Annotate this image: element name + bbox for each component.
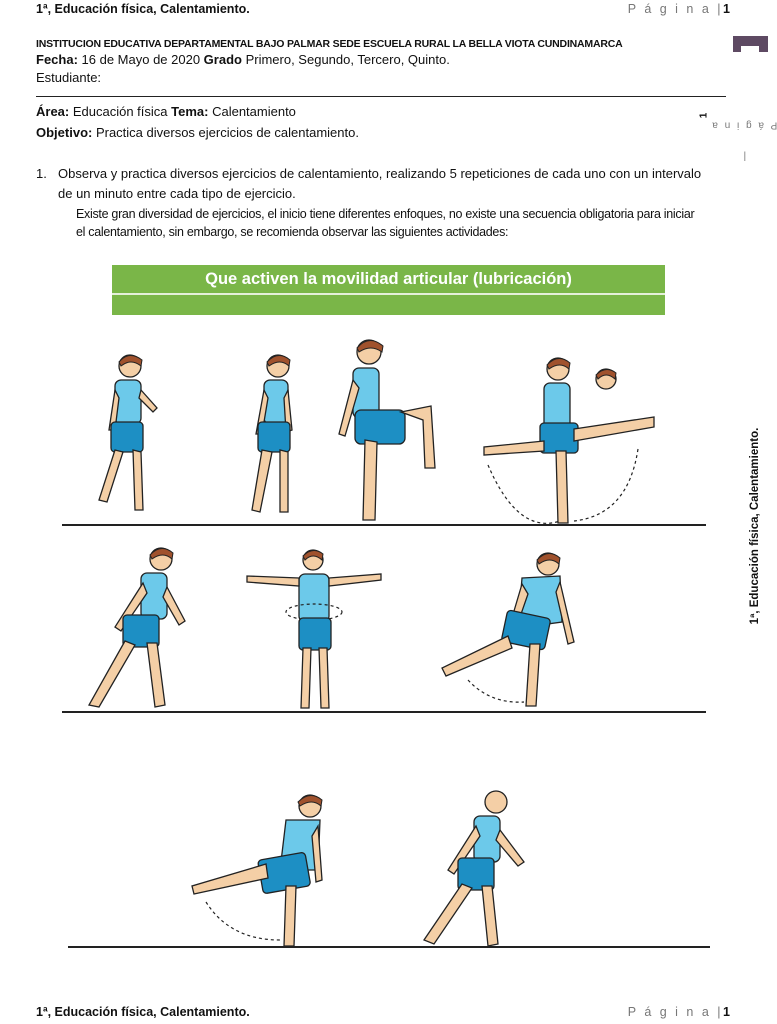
- area-line: Área: Educación física Tema: Calentamiento: [36, 104, 296, 119]
- exercise-figure-knee-raise: [335, 336, 455, 530]
- exercise-figure-back-leg-swing: [190, 790, 330, 950]
- exercise-figure-stride: [420, 788, 530, 952]
- footer-title: 1ª, Educación física, Calentamiento.: [36, 1005, 250, 1019]
- item-number: 1.: [36, 166, 47, 181]
- exercise-figure-stepping: [85, 545, 195, 715]
- student-name-line: [36, 96, 726, 97]
- ground-line-row-2: [62, 711, 706, 713]
- exercise-figure-side-leg-swing: [440, 550, 580, 715]
- header-title: 1ª, Educación física, Calentamiento.: [36, 2, 250, 16]
- banner-stripe: [112, 293, 665, 295]
- sidebar-title: 1ª, Educación física, Calentamiento.: [749, 427, 761, 625]
- banner-text: Que activen la movilidad articular (lubricación): [205, 270, 572, 288]
- objetivo-line: Objetivo: Practica diversos ejercicios de calentamiento.: [36, 125, 359, 140]
- section-banner: [112, 265, 665, 315]
- exercise-figure-arm-circles: [245, 548, 385, 713]
- exercise-figure-walking: [85, 350, 165, 530]
- header-page-number: P á g i n a |1: [627, 2, 730, 16]
- page-corner-tab: [733, 36, 768, 52]
- estudiante-label: Estudiante:: [36, 70, 102, 85]
- ground-line-row-1: [62, 524, 706, 526]
- activities-note: Existe gran diversidad de ejercicios, el inicio tiene diferentes enfoques, no existe una secuencia obligatoria para iniciar el calentamiento, sin embargo, se recomienda observar las siguientes actividades:: [76, 207, 695, 239]
- institution-name: INSTITUCION EDUCATIVA DEPARTAMENTAL BAJO PALMAR SEDE ESCUELA RURAL LA BELLA VIOTA CUNDINAMARCA: [36, 38, 623, 50]
- sidebar-page-number: P á g i n a | 1: [698, 112, 777, 162]
- ground-line-row-3: [68, 946, 710, 948]
- exercise-figure-standing: [240, 350, 310, 530]
- fecha-line: Fecha: 16 de Mayo de 2020 Grado Primero, Segundo, Tercero, Quinto.: [36, 52, 450, 67]
- item-text: Observa y practica diversos ejercicios de calentamiento, realizando 5 repeticiones de cada uno con un intervalo de un minuto entre cada tipo de ejercicio.: [58, 166, 702, 201]
- footer-page-number: P á g i n a |1: [627, 1005, 730, 1019]
- exercise-figure-leg-swing: [478, 355, 658, 530]
